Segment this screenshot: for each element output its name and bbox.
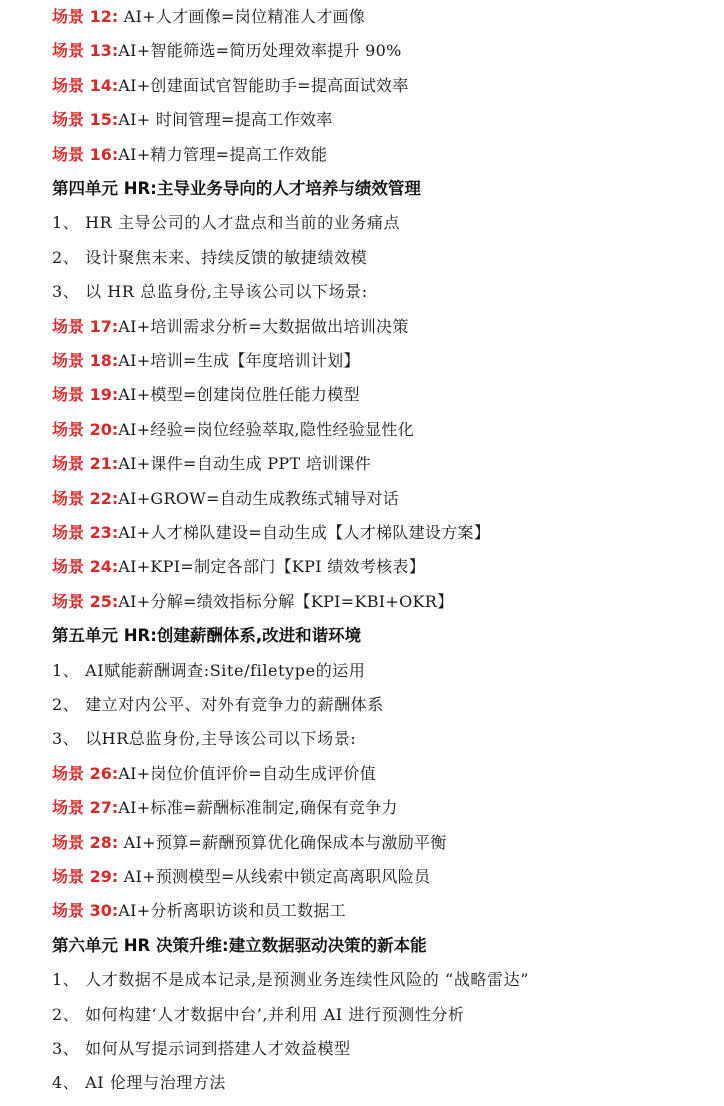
scenario-label: 场景 22:: [52, 488, 119, 508]
scenario-label: 场景 15:: [52, 110, 119, 130]
scenario-label: 场景 12:: [52, 7, 119, 26]
numbered-item: 2、 如何构建‘人才数据中台’,并利用 AI 进行预测性分析: [52, 1004, 465, 1024]
scenario-text: AI+人才画像=岗位精准人才画像: [118, 7, 366, 26]
scenario-text: AI+分解=绩效指标分解【KPI=KBI+OKR】: [118, 591, 454, 611]
scenario-line: [52, 585, 453, 619]
scenario-label: 场景 20:: [52, 419, 119, 439]
scenario-label: 场景 25:: [52, 591, 119, 611]
numbered-item: 4、 AI 伦理与治理方法: [52, 1073, 227, 1093]
unit-heading: 第五单元 HR:创建薪酬体系,改进和谐环境: [52, 626, 362, 646]
scenario-text: AI+岗位价值评价=自动生成评价值: [118, 763, 377, 783]
scenario-text: AI+预测模型=从线索中锁定高离职风险员: [118, 867, 431, 886]
scenario-text: AI+创建面试官智能助手=提高面试效率: [118, 75, 409, 95]
numbered-item: 3、 以HR总监身份,主导该公司以下场景:: [52, 729, 357, 749]
scenario-line: [52, 791, 398, 825]
scenario-label: 场景 16:: [52, 144, 119, 164]
scenario-text: AI+ 时间管理=提高工作效率: [118, 110, 333, 130]
scenario-line: [52, 447, 371, 481]
scenario-label: 场景 13:: [52, 41, 119, 61]
scenario-line: [52, 0, 365, 34]
scenario-line: [52, 413, 414, 447]
scenario-line: [52, 894, 346, 928]
scenario-line: [52, 103, 333, 137]
scenario-label: 场景 24:: [52, 557, 119, 577]
numbered-item: 1、 AI赋能薪酬调查:Site/filetype的运用: [52, 660, 366, 680]
scenario-line: [52, 757, 376, 791]
scenario-label: 场景 26:: [52, 763, 119, 783]
numbered-item: 3、 如何从写提示词到搭建人才效益模型: [52, 1039, 351, 1058]
scenario-label: 场景 21:: [52, 454, 119, 474]
scenario-line: [52, 138, 327, 172]
numbered-item: 1、 人才数据不是成本记录,是预测业务连续性风险的 “战略雷达”: [52, 970, 529, 990]
numbered-item: 2、 建立对内公平、对外有竞争力的薪酬体系: [52, 695, 384, 714]
scenario-line: [52, 482, 399, 516]
scenario-text: AI+培训=生成【年度培训计划】: [118, 351, 360, 370]
scenario-label: 场景 18:: [52, 351, 119, 370]
scenario-label: 场景 19:: [52, 385, 119, 405]
scenario-text: AI+培训需求分析=大数据做出培训决策: [118, 316, 409, 336]
scenario-line: [52, 550, 425, 584]
scenario-label: 场景 23:: [52, 523, 119, 542]
scenario-text: AI+GROW=自动生成教练式辅导对话: [118, 488, 400, 508]
scenario-text: AI+KPI=制定各部门【KPI 绩效考核表】: [118, 557, 426, 577]
unit-heading: 第四单元 HR:主导业务导向的人才培养与绩效管理: [52, 179, 421, 198]
scenario-text: AI+人才梯队建设=自动生成【人才梯队建设方案】: [118, 523, 491, 542]
scenario-text: AI+智能筛选=简历处理效率提升 90%: [118, 41, 402, 61]
scenario-text: AI+标准=薪酬标准制定,确保有竞争力: [118, 798, 398, 818]
scenario-label: 场景 30:: [52, 901, 119, 921]
scenario-text: AI+模型=创建岗位胜任能力模型: [118, 385, 360, 405]
scenario-text: AI+精力管理=提高工作效能: [118, 144, 328, 164]
scenario-label: 场景 17:: [52, 316, 119, 336]
scenario-line: [52, 310, 409, 344]
scenario-line: [52, 34, 402, 68]
scenario-line: [52, 69, 409, 103]
scenario-label: 场景 29:: [52, 867, 119, 886]
scenario-label: 场景 14:: [52, 75, 119, 95]
scenario-label: 场景 27:: [52, 798, 119, 818]
scenario-label: 场景 28:: [52, 832, 119, 852]
scenario-text: AI+经验=岗位经验萃取,隐性经验显性化: [118, 419, 415, 439]
scenario-line: [52, 378, 360, 412]
unit-heading: 第六单元 HR 决策升维:建立数据驱动决策的新本能: [52, 935, 427, 955]
scenario-text: AI+预算=薪酬预算优化确保成本与激励平衡: [118, 832, 447, 852]
scenario-text: AI+课件=自动生成 PPT 培训课件: [118, 454, 372, 474]
scenario-text: AI+分析离职访谈和员工数据工: [118, 901, 347, 921]
numbered-item: 3、 以 HR 总监身份,主导该公司以下场景:: [52, 282, 368, 302]
scenario-line: [52, 516, 490, 550]
scenario-line: [52, 860, 430, 894]
scenario-line: [52, 344, 360, 378]
scenario-line: [52, 826, 447, 860]
numbered-item: 2、 设计聚焦未来、持续反馈的敏捷绩效模: [52, 247, 368, 267]
numbered-item: 1、 HR 主导公司的人才盘点和当前的业务痛点: [52, 213, 401, 233]
